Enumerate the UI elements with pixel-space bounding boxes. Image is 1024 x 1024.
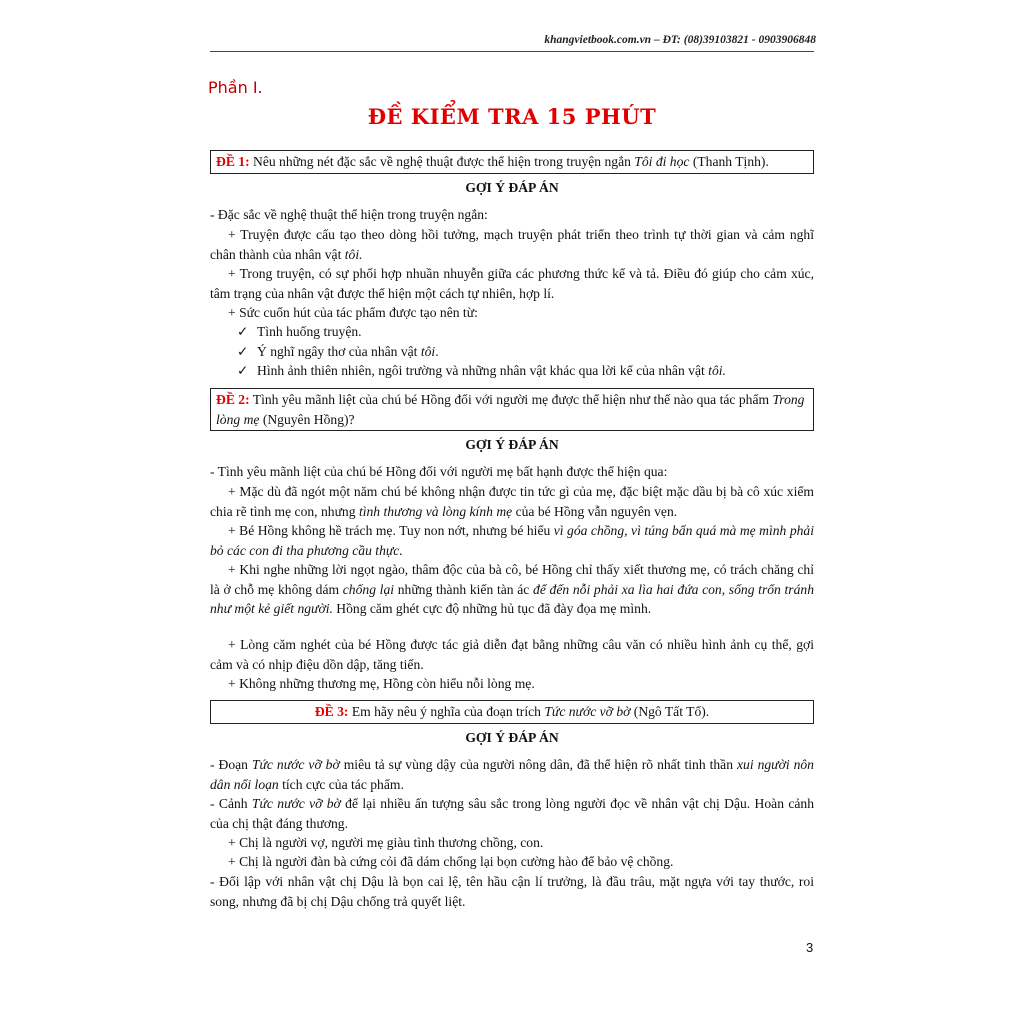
header-divider	[210, 51, 814, 52]
question-text: Em hãy nêu ý nghĩa của đoạn trích	[348, 704, 545, 719]
check-item: ✓ Tình huống truyện.	[237, 322, 814, 342]
answer-paragraph: - Tình yêu mãnh liệt của chú bé Hồng đối với người mẹ bất hạnh được thể hiện qua:	[210, 464, 668, 479]
question-work-title: Trong lòng mẹ	[216, 392, 805, 427]
question-box-2	[210, 388, 814, 431]
answer-heading: GỢI Ý ĐÁP ÁN	[465, 180, 559, 195]
page-number: 3	[806, 940, 814, 955]
checkmark-icon: ✓	[237, 324, 249, 339]
question-box-3	[210, 700, 814, 724]
answer-paragraph: + Truyện được cấu tạo theo dòng hồi tưởng, mạch truyện phát triển theo trình tự thời gian và cảm nghĩ chân thành của nhân vật tôi.	[210, 227, 814, 262]
answer-paragraph: - Đối lập với nhân vật chị Dậu là bọn cai lệ, tên hầu cận lí trưởng, là đầu trâu, mặt ngựa với tay thước, roi song, nhưng đã bị chị Dậu chống trả quyết liệt.	[210, 874, 814, 909]
question-text: Nêu những nét đặc sắc về nghệ thuật được thể hiện trong truyện ngắn	[249, 154, 635, 169]
header-contact: khangvietbook.com.vn – ĐT: (08)39103821 - 0903906848	[544, 34, 816, 46]
answer-paragraph: + Chị là người vợ, người mẹ giàu tình thương chồng, con.	[228, 835, 544, 850]
answer-paragraph: + Khi nghe những lời ngọt ngào, thâm độc của bà cô, bé Hồng chỉ thấy xiết thương mẹ, có trách chăng chỉ là ở chỗ mẹ không dám chống lại những thành kiến tàn ác để đến nỗi phải xa lìa hai đứa con, sống trốn tránh như một kẻ giết người. Hồng căm ghét cực độ những hủ tục đã đày đọa mẹ mình.	[210, 562, 814, 616]
check-item: ✓ Ý nghĩ ngây thơ của nhân vật tôi.	[237, 342, 814, 362]
question-text: (Thanh Tịnh).	[689, 154, 769, 169]
checkmark-icon: ✓	[237, 363, 249, 378]
answer-paragraph: + Lòng căm nghét của bé Hồng được tác giả diễn đạt bằng những câu văn có nhiều hình ảnh cụ thể, gợi cảm và có nhịp điệu dồn dập, tăng tiến.	[210, 637, 814, 672]
answer-paragraph: - Đoạn Tức nước vỡ bờ miêu tả sự vùng dậy của người nông dân, đã thể hiện rõ nhất tinh thần xui người nôn dân nổi loạn tích cực của tác phẩm.	[210, 757, 814, 792]
answer-paragraph: + Chị là người đàn bà cứng cỏi đã dám chống lại bọn cường hào để bảo vệ chồng.	[228, 854, 674, 869]
answer-paragraph: + Sức cuốn hút của tác phẩm được tạo nên từ:	[228, 305, 478, 320]
answer-heading: GỢI Ý ĐÁP ÁN	[465, 437, 559, 452]
checkmark-icon: ✓	[237, 344, 249, 359]
question-label: ĐỀ 1:	[216, 154, 250, 169]
page-title: ĐỀ KIỂM TRA 15 PHÚT	[367, 104, 657, 129]
answer-paragraph: - Cảnh Tức nước vỡ bờ để lại nhiều ấn tượng sâu sắc trong lòng người đọc về nhân vật chị Dậu. Hoàn cảnh của chị thật đáng thương.	[210, 796, 814, 831]
question-text: (Ngô Tất Tố).	[630, 704, 710, 719]
question-text: (Nguyên Hồng)?	[259, 411, 355, 427]
answer-paragraph: + Mặc dù đã ngót một năm chú bé không nhận được tin tức gì của mẹ, đặc biệt mặc dầu bị bà cô xúc xiểm chia rẽ tình mẹ con, nhưng tình thương và lòng kính mẹ của bé Hồng vẫn nguyên vẹn.	[210, 484, 814, 519]
question-label: ĐỀ 2:	[216, 392, 250, 407]
section-label: Phần I.	[208, 78, 263, 97]
answer-heading: GỢI Ý ĐÁP ÁN	[465, 730, 559, 745]
answer-paragraph: + Trong truyện, có sự phối hợp nhuần nhuyễn giữa các phương thức kể và tả. Điều đó giúp cho cảm xúc, tâm trạng của nhân vật được thể hiện một cách tự nhiên, hợp lí.	[210, 266, 814, 301]
question-label: ĐỀ 3:	[314, 704, 349, 719]
answer-paragraph: + Bé Hồng không hề trách mẹ. Tuy non nớt, nhưng bé hiểu vì góa chồng, vì túng bấn quá mà mẹ mình phải bỏ các con đi tha phương cầu thực.	[210, 523, 814, 558]
question-work-title: Tôi đi học	[634, 154, 690, 169]
question-work-title: Tức nước vỡ bờ	[544, 704, 631, 719]
question-text: Tình yêu mãnh liệt của chú bé Hồng đối với người mẹ được thể hiện như thế nào qua tác phẩm	[249, 392, 773, 407]
answer-paragraph: + Không những thương mẹ, Hồng còn hiểu nỗi lòng mẹ.	[228, 676, 535, 691]
question-box-1	[210, 150, 814, 174]
answer-paragraph: - Đặc sắc về nghệ thuật thể hiện trong truyện ngắn:	[210, 207, 488, 222]
check-item: ✓ Hình ảnh thiên nhiên, ngôi trường và những nhân vật khác qua lời kể của nhân vật tôi.	[237, 361, 814, 381]
